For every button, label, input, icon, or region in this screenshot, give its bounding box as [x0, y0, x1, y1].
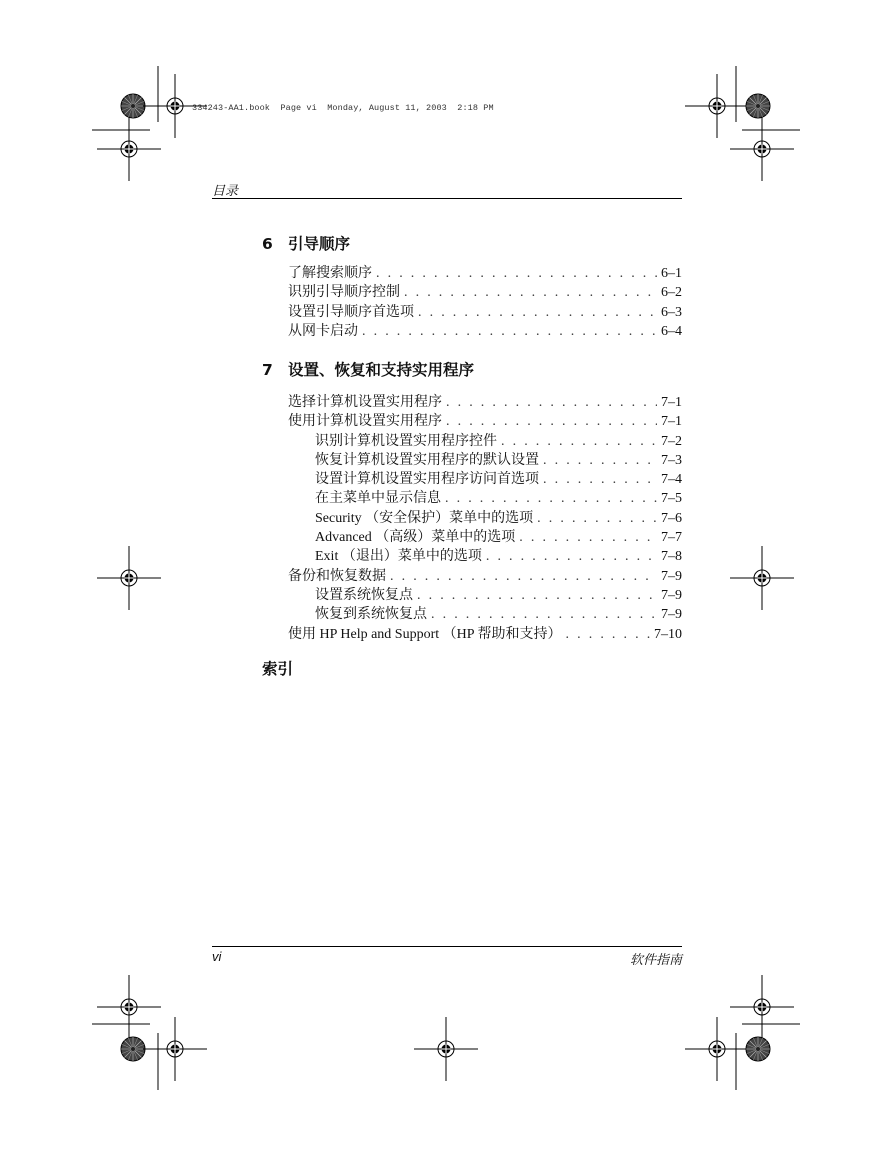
toc-subentry[interactable]: Security （安全保护）菜单中的选项 . . . 7–6: [288, 509, 682, 528]
chapter-title: 引导顺序: [288, 235, 351, 253]
toc-entry[interactable]: 备份和恢复数据 . . . 7–9: [288, 567, 682, 586]
toc-subentry[interactable]: 设置系统恢复点 . . . 7–9: [288, 586, 682, 605]
toc-subentry[interactable]: 设置计算机设置实用程序访问首选项 . . . 7–4: [288, 470, 682, 489]
toc-subentry[interactable]: Exit （退出）菜单中的选项 . . . 7–8: [288, 547, 682, 566]
chapter-heading: [262, 358, 474, 380]
chapter-heading: [262, 232, 350, 254]
toc-entry[interactable]: 使用计算机设置实用程序 . . . 7–1: [288, 412, 682, 431]
toc-entry[interactable]: 从网卡启动 . . . 6–4: [288, 322, 682, 341]
header-rule: [212, 198, 682, 199]
toc-list: [288, 393, 682, 644]
toc-subentry[interactable]: 恢复计算机设置实用程序的默认设置 . . . 7–3: [288, 451, 682, 470]
running-header: 目录: [212, 183, 239, 198]
toc-list: [288, 264, 682, 341]
footer-rule: [212, 946, 682, 947]
book-title: 软件指南: [629, 952, 682, 967]
chapter-title: 设置、恢复和支持实用程序: [288, 361, 475, 379]
toc-entry[interactable]: 了解搜索顺序 . . . 6–1: [288, 264, 682, 283]
chapter-number: 7: [262, 361, 273, 379]
chapter-number: 6: [262, 235, 273, 253]
toc-entry[interactable]: 选择计算机设置实用程序 . . . 7–1: [288, 393, 682, 412]
toc-entry[interactable]: 使用 HP Help and Support （HP 帮助和支持） . . . 7–10: [288, 625, 682, 644]
index-heading[interactable]: 索引: [262, 660, 294, 678]
toc-subentry[interactable]: Advanced （高级）菜单中的选项 . . . 7–7: [288, 528, 682, 547]
toc-subentry[interactable]: 在主菜单中显示信息 . . . 7–5: [288, 489, 682, 508]
toc-subentry[interactable]: 识别计算机设置实用程序控件 . . . 7–2: [288, 432, 682, 451]
toc-entry[interactable]: 识别引导顺序控制 . . . 6–2: [288, 283, 682, 302]
page-number: vi: [212, 949, 222, 964]
toc-entry[interactable]: 设置引导顺序首选项 . . . 6–3: [288, 303, 682, 322]
toc-subentry[interactable]: 恢复到系统恢复点 . . . 7–9: [288, 605, 682, 624]
print-slug: 334243-AA1.book Page vi Monday, August 11, 2003 2:18 PM: [192, 103, 494, 113]
